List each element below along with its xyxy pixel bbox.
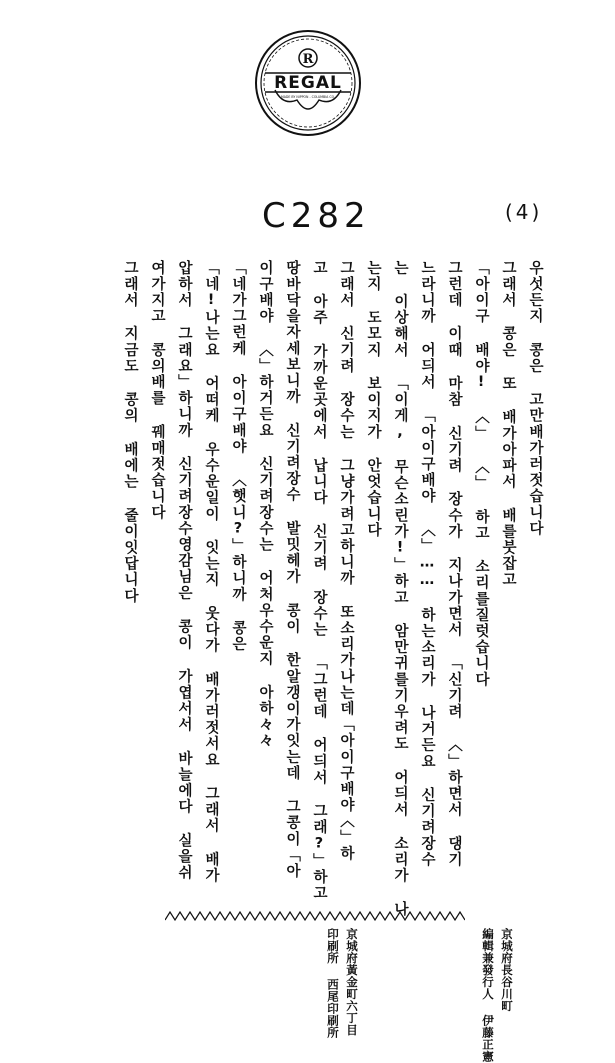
catalog-number: C282 <box>262 196 371 236</box>
logo-small-text: MADE BY NIPPON - COLUMBIA CO. <box>281 95 335 99</box>
lyric-line: 는지 도모지 보이지가 안엇습니다 <box>365 260 381 539</box>
printer-name: 印刷所 西尾印刷所 <box>326 928 340 1039</box>
printer-address: 京城府黃金町六丁目 <box>345 928 359 1036</box>
lyrics-text <box>118 260 548 918</box>
lyric-line: 고 아주 가까운곳에서 납니다 신기려 장수는 「그런데 어듸서 그래?」하고 <box>311 260 327 902</box>
lyric-line: 는 이상해서 「이게, 무슨소린가!」하고 암만귀를기우려도 어듸서 소리가 나 <box>392 260 408 918</box>
lyric-line: 그런데 이때 마참 신기려 장수가 지나가면서 「신기려 〈」하면서 댕기 <box>446 260 462 868</box>
lyric-line: 그래서 콩은 또 배가아파서 배를붓잡고 <box>500 260 516 588</box>
lyric-line: 압하서 그래요」하니까 신기려장수영감님은 콩이 가엽서서 바늘에다 실을쉬 <box>176 260 192 881</box>
lyric-line: 여가지고 콩의배를 꿰매젓습니다 <box>149 260 165 521</box>
lyric-line: 「네가그런케 아이구배야 〈햇니?」하니까 콩은 <box>230 260 246 653</box>
lyric-line: 「네!나는요 어떠케 우수운일이 잇는지 웃다가 배가러젓서요 그래서 배가 <box>203 260 219 884</box>
lyric-line: 그래서 신기려 장수는 그냥가려고하니까 또소리가나는데「아이구배야〈」하 <box>338 260 354 862</box>
zigzag-divider <box>165 910 465 922</box>
lyric-line: 느라니까 어듸서 「아이구배야 〈」…… 하는소리가 나거든요 신기려장수 <box>419 260 435 868</box>
regal-logo <box>253 28 363 138</box>
lyric-line: 우섯든지 콩은 고만배가러젓습니다 <box>527 260 543 537</box>
lyric-line: 땅바닥을자세보니까 신기려장수 발밋헤가 콩이 한알갱이가잇는데 그콩이「아 <box>284 260 300 880</box>
logo-brand: REGAL <box>274 73 342 93</box>
lyric-line: 이구배야 〈」하거든요 신기려장수는 어처우수운지 아하々々 <box>257 260 273 749</box>
page-number: (4) <box>505 200 543 224</box>
lyric-line: 「아이구 배야! 〈」 〈」 하고 소리를질럿습니다 <box>473 260 489 688</box>
logo-monogram: R <box>302 52 314 67</box>
publisher-name: 編輯兼發行人 伊藤正憲 <box>481 928 495 1063</box>
colophon-printer <box>100 928 359 1039</box>
publisher-address: 京城府長谷川町 <box>500 928 514 1012</box>
lyric-line: 그래서 지금도 콩의 배에는 줄이잇답니다 <box>122 260 138 605</box>
